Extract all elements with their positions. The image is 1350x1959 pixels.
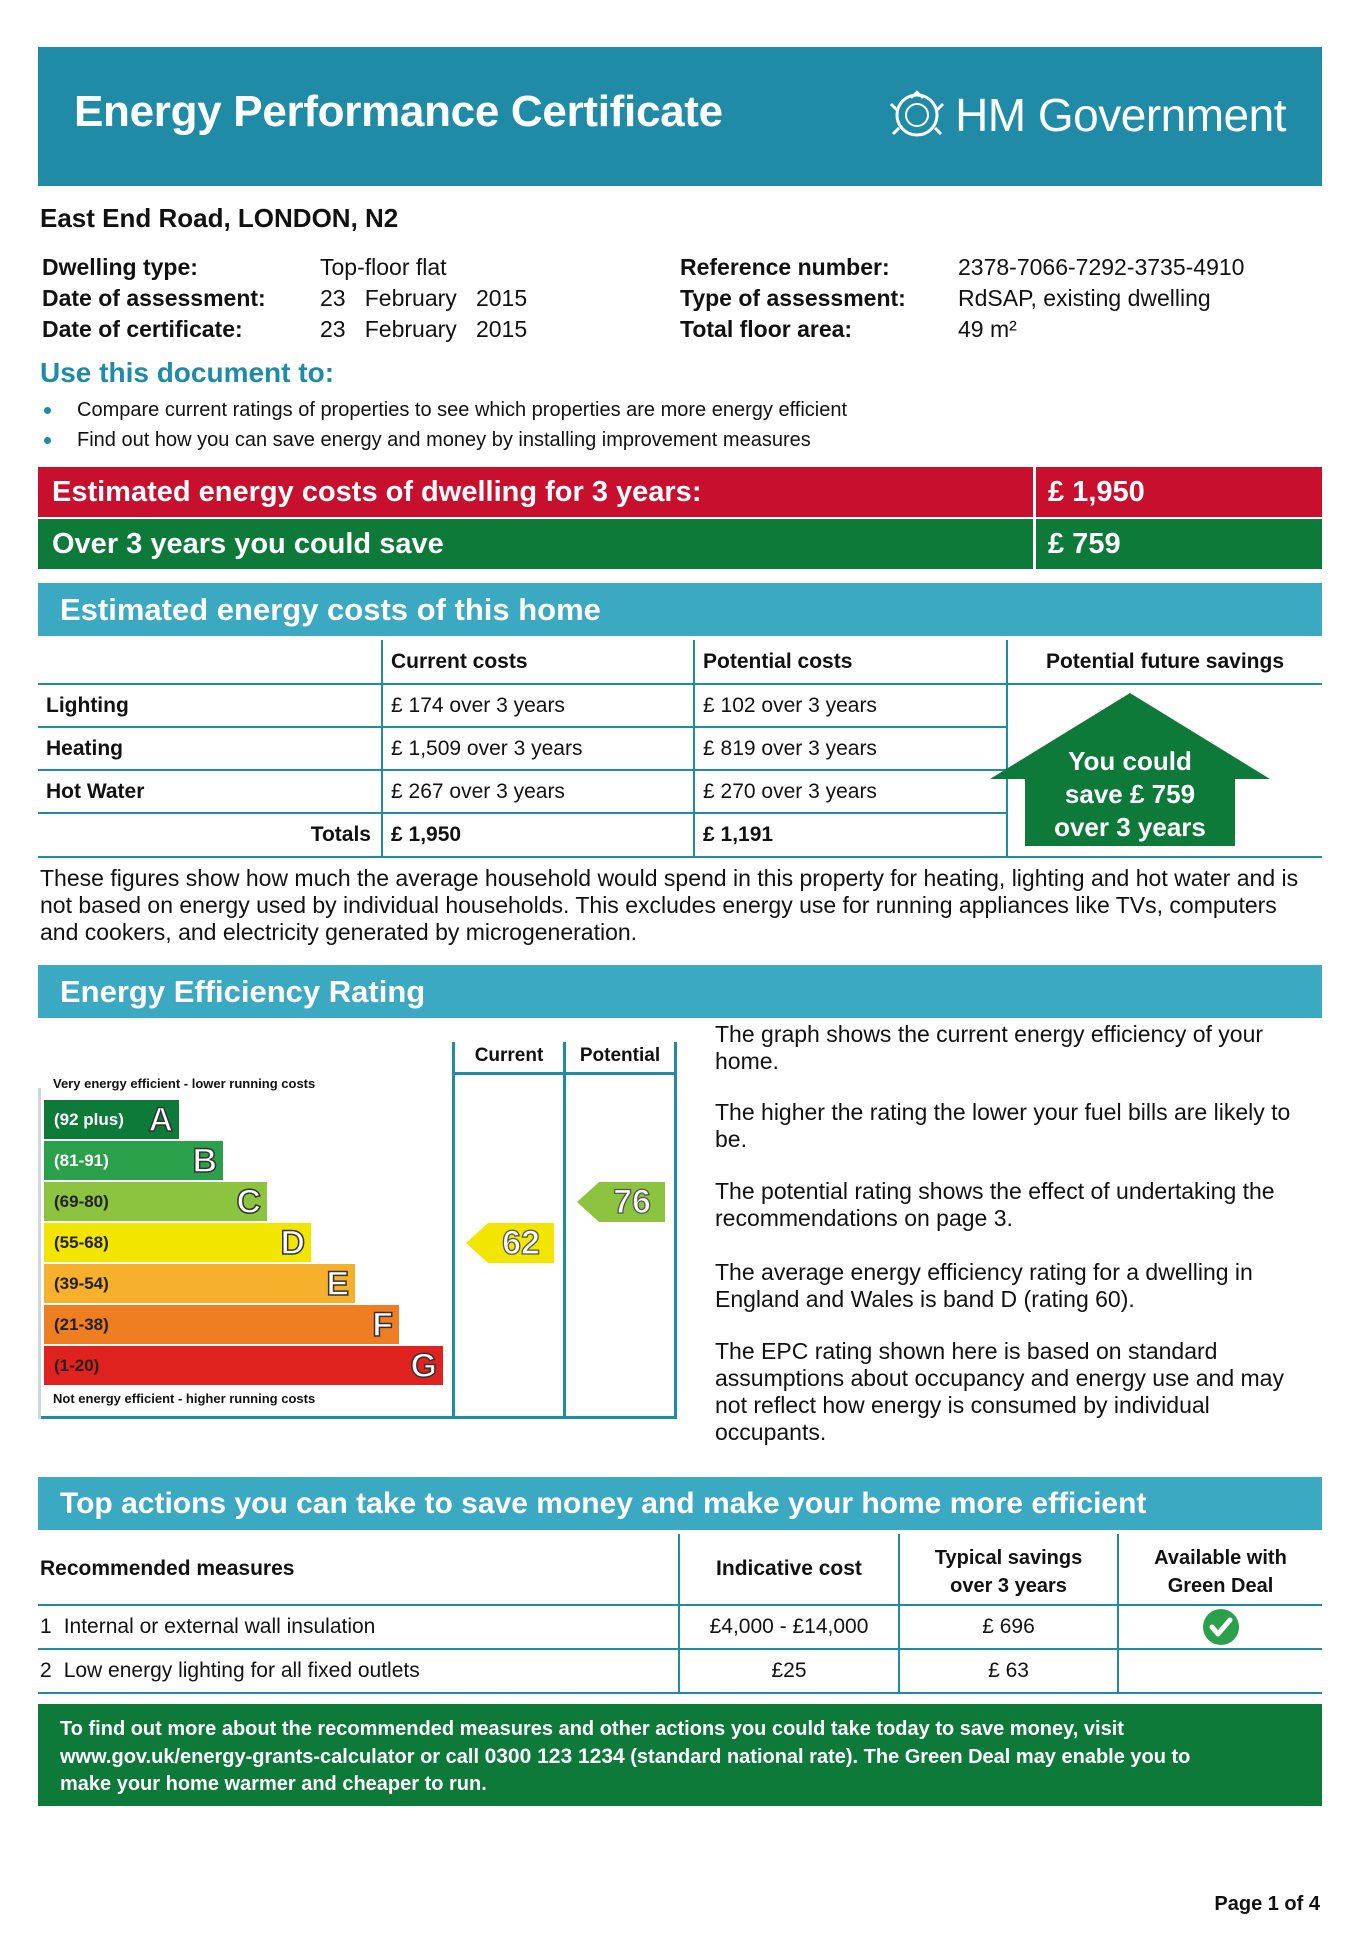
hm-government-logo (889, 85, 1286, 145)
savings-value: £ 759 (1033, 519, 1322, 569)
phone-number: 0300 123 1234 (484, 1745, 625, 1768)
column-header-measures: Recommended measures (40, 1557, 295, 1580)
rating-band-d (44, 1223, 311, 1262)
band-letter: B (192, 1142, 217, 1180)
measure-savings: £ 63 (988, 1659, 1029, 1682)
rating-paragraph: The graph shows the current energy efficiency of your home. (715, 1021, 1264, 1074)
house-line-1: You could (1068, 746, 1192, 776)
energy-rating-chart (38, 1042, 678, 1419)
savings-header-line-1: Typical savings (934, 1547, 1083, 1569)
savings-bar (38, 519, 1322, 569)
rating-band-b (44, 1141, 223, 1180)
estimated-costs-label: Estimated energy costs of dwelling for 3 years: (52, 475, 702, 508)
table-divider (693, 640, 695, 858)
measure-name: Low energy lighting for all fixed outlets (63, 1659, 420, 1682)
column-header-green-deal (1119, 1544, 1322, 1600)
logo-text: HM Government (955, 89, 1286, 141)
rating-bottom-caption: Not energy efficient - higher running costs (53, 1391, 316, 1406)
rating-paragraph: The higher the rating the lower your fuel bills are likely to be. (715, 1099, 1291, 1152)
bullet-icon (44, 437, 51, 444)
estimated-costs-value: £ 1,950 (1033, 467, 1322, 517)
chart-divider (38, 1088, 41, 1419)
measure-number: 1 (40, 1615, 52, 1638)
green-deal-available (1119, 1606, 1322, 1648)
rating-band-e (44, 1264, 355, 1303)
costs-explanation: These figures show how much the average household would spend in this property for heating, lighting and hot water and is not based on energy used by individual households. This excludes energy use for running appliances like TVs, computers and cookers, and electricity generated by microgeneration. (40, 865, 1299, 945)
page-number: Page 1 of 4 (1214, 1893, 1320, 1915)
heating-potential-cost: £ 819 over 3 years (703, 736, 877, 760)
rating-column-potential: Potential (579, 1045, 661, 1066)
check-icon (1202, 1608, 1240, 1646)
assessment-type-label: Type of assessment: (680, 285, 906, 311)
totals-potential: £ 1,191 (703, 823, 774, 846)
floor-area-label: Total floor area: (680, 316, 853, 342)
green-deal-header-line-2: Green Deal (1167, 1575, 1274, 1597)
actions-table (38, 1534, 1322, 1694)
hot-water-potential-cost: £ 270 over 3 years (703, 779, 877, 803)
row-label-hot-water: Hot Water (46, 779, 145, 803)
band-letter: C (236, 1183, 261, 1221)
assessment-type-value: RdSAP, existing dwelling (958, 285, 1211, 311)
table-divider (38, 683, 1322, 685)
band-range: (81-91) (54, 1151, 109, 1170)
band-range: (55-68) (54, 1233, 109, 1252)
savings-header-line-2: over 3 years (950, 1575, 1067, 1597)
property-address: East End Road, LONDON, N2 (40, 203, 399, 233)
rating-band-f (44, 1305, 399, 1344)
band-letter: A (148, 1101, 173, 1139)
band-range: (1-20) (54, 1356, 100, 1375)
rating-paragraph: The potential rating shows the effect of undertaking the recommendations on page 3. (715, 1178, 1275, 1231)
band-letter: E (326, 1265, 349, 1303)
current-rating-value: 62 (502, 1223, 540, 1262)
totals-label: Totals (310, 823, 371, 846)
list-item (40, 429, 811, 452)
measure-savings: £ 696 (982, 1615, 1035, 1638)
table-divider (38, 1692, 1322, 1694)
band-range: (39-54) (54, 1274, 109, 1293)
rating-band-c (44, 1182, 267, 1221)
potential-rating-value: 76 (613, 1182, 651, 1221)
list-item (40, 399, 847, 422)
floor-area-value: 49 m² (958, 316, 1017, 342)
table-divider (38, 856, 1322, 858)
band-letter: F (372, 1306, 393, 1344)
measure-cost: £25 (771, 1659, 807, 1682)
bullet-text: Compare current ratings of properties to see which properties are more energy efficient (77, 399, 848, 421)
measure-name: Internal or external wall insulation (63, 1615, 376, 1638)
chart-divider (38, 1416, 677, 1419)
house-text (990, 745, 1270, 844)
savings-label: Over 3 years you could save (52, 527, 444, 560)
lighting-potential-cost: £ 102 over 3 years (703, 693, 877, 717)
rating-column-current: Current (474, 1045, 544, 1066)
house-line-3: over 3 years (1054, 812, 1206, 842)
column-header-current: Current costs (391, 649, 528, 673)
band-letter: G (410, 1347, 437, 1385)
chart-divider (452, 1072, 677, 1075)
totals-current: £ 1,950 (391, 823, 462, 846)
bullet-icon (44, 407, 51, 414)
footer-line-2 (60, 1743, 1322, 1771)
use-document-heading: Use this document to: (40, 357, 335, 388)
assessment-date-label: Date of assessment: (42, 285, 266, 311)
band-range: (21-38) (54, 1315, 109, 1334)
actions-section-heading: Top actions you can take to save money and make your home more efficient (38, 1477, 1322, 1530)
dwelling-type-value: Top-floor flat (320, 254, 447, 280)
chart-divider (674, 1042, 677, 1419)
rating-paragraph: The EPC rating shown here is based on standard assumptions about occupancy and energy use and may not reflect how energy is consumed by individual occupants. (715, 1338, 1284, 1445)
chart-divider (452, 1042, 455, 1419)
chart-divider (563, 1042, 566, 1419)
row-label-heating: Heating (46, 736, 124, 760)
rating-band-g (44, 1346, 443, 1385)
footer-line-2-rest: (standard national rate). The Green Deal may enable you to (624, 1746, 1191, 1768)
certificate-date-value: 23 February 2015 (320, 316, 528, 342)
savings-house-icon (990, 693, 1270, 846)
column-header-future-savings: Potential future savings (1045, 649, 1285, 673)
hot-water-current-cost: £ 267 over 3 years (391, 779, 565, 803)
certificate-date-label: Date of certificate: (42, 316, 243, 342)
heating-current-cost: £ 1,509 over 3 years (391, 736, 583, 760)
column-header-potential: Potential costs (703, 649, 853, 673)
reference-number-label: Reference number: (680, 254, 890, 280)
green-deal-header-line-1: Available with (1154, 1547, 1287, 1569)
dwelling-type-label: Dwelling type: (42, 254, 198, 280)
lighting-current-cost: £ 174 over 3 years (391, 693, 565, 717)
row-label-lighting: Lighting (46, 693, 129, 717)
column-header-savings (900, 1544, 1117, 1600)
rating-paragraph: The average energy efficiency rating for a dwelling in England and Wales is band D (rating 60). (715, 1259, 1253, 1312)
table-row (40, 1650, 420, 1692)
band-range: (69-80) (54, 1192, 109, 1211)
rating-top-caption: Very energy efficient - lower running costs (53, 1076, 316, 1091)
footer-info-box (38, 1704, 1322, 1806)
table-divider (381, 640, 383, 858)
estimated-costs-bar (38, 467, 1322, 517)
rating-band-a (44, 1100, 179, 1139)
reference-number-value: 2378-7066-7292-3735-4910 (958, 254, 1245, 280)
footer-line-3: make your home warmer and cheaper to run. (60, 1773, 487, 1795)
measure-number: 2 (40, 1659, 52, 1682)
column-header-cost: Indicative cost (716, 1557, 862, 1580)
bullet-text: Find out how you can save energy and money by installing improvement measures (77, 429, 811, 451)
table-row (40, 1606, 375, 1648)
costs-section-heading: Estimated energy costs of this home (38, 583, 1322, 636)
header-banner (38, 47, 1322, 186)
rating-section-heading: Energy Efficiency Rating (38, 965, 1322, 1018)
band-letter: D (280, 1224, 305, 1262)
page-title: Energy Performance Certificate (74, 87, 723, 136)
crest-icon (889, 90, 945, 140)
house-line-2: save £ 759 (1064, 779, 1196, 809)
band-range: (92 plus) (54, 1110, 124, 1129)
assessment-date-value: 23 February 2015 (320, 285, 528, 311)
measure-cost: £4,000 - £14,000 (709, 1615, 869, 1638)
footer-line-1: To find out more about the recommended measures and other actions you could take today to save money, visit (60, 1718, 1124, 1740)
calculator-link[interactable]: www.gov.uk/energy-grants-calculator or call (60, 1746, 485, 1768)
